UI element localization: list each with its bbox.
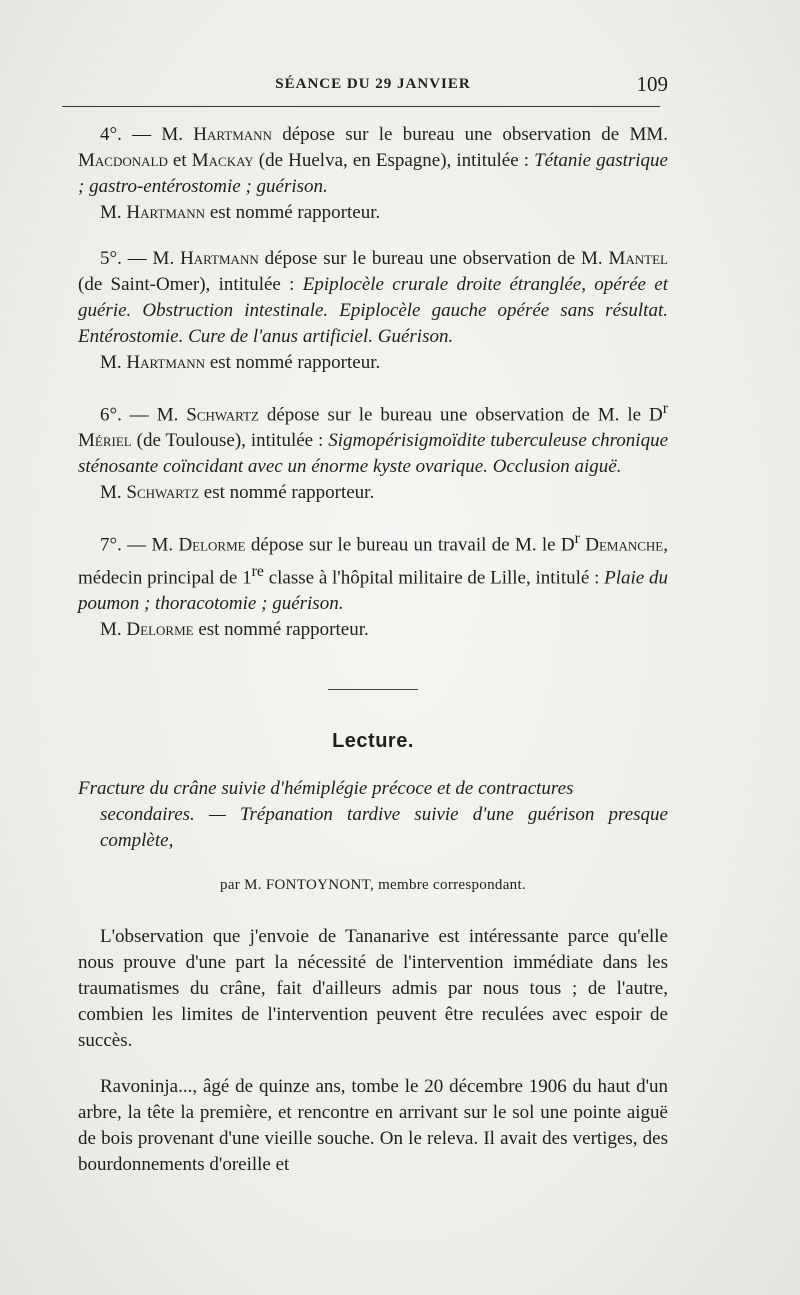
item-5-name1: Mantel <box>608 248 668 269</box>
header-rule <box>62 106 660 107</box>
item-6-sup: r <box>662 400 668 417</box>
item-7-author: Delorme <box>178 534 246 556</box>
item-6-author: Schwartz <box>186 404 259 426</box>
item-6-text2: (de Toulouse), intitulée : <box>131 430 329 452</box>
item-4-rap-name: Hartmann <box>126 202 206 223</box>
article-paragraph-2: Ravoninja..., âgé de quinze ans, tombe le 20 décembre 1906 du haut d'un arbre, la tête la première, et rencontre en arrivant sur le sol une pointe aiguë de bois provenant d'une vieille souche. On le releva. Il avait des vertiges, des bourdonnements d'oreille et <box>78 1075 668 1175</box>
item-4 <box>78 122 668 226</box>
item-4-text <box>78 122 668 200</box>
item-7-name1: Demanche <box>585 534 664 556</box>
item-7-text2a: , médecin principal de 1 <box>78 534 668 588</box>
item-6-rapporteur <box>78 480 668 506</box>
item-5-number: 5°. — M. <box>100 248 181 269</box>
item-6-text1: dépose sur le bureau une observation de M. le D <box>258 404 663 426</box>
item-4-rapporteur <box>78 200 668 226</box>
item-6-text <box>78 396 668 480</box>
page-number: 109 <box>636 72 668 96</box>
item-7-text <box>78 526 668 617</box>
item-7-rap-name: Delorme <box>126 618 194 640</box>
item-7-text2b: classe à l'hôpital militaire de Lille, intitulé : <box>263 566 605 588</box>
item-6 <box>78 396 668 506</box>
page-body <box>78 122 668 1178</box>
item-5-rapporteur <box>78 350 668 376</box>
item-7-title: Plaie du poumon ; thoracotomie ; guérison. <box>78 566 668 614</box>
article-byline: par M. FONTOYNONT, membre correspondant. <box>220 876 526 893</box>
item-5-title: Epiplocèle crurale droite étranglée, opérée et guérie. Obstruction intestinale. Epiplocèle gauche opérée sans résultat. Entérostomie. Cure de l'anus artificiel. Guérison. <box>78 274 668 347</box>
article-title-line1: Fracture du crâne suivie d'hémiplégie précoce et de contractures <box>78 777 574 799</box>
item-6-number: 6°. — M. <box>100 404 187 426</box>
running-header <box>78 72 668 100</box>
item-7-rap-pre: M. <box>100 618 127 640</box>
item-7-number: 7°. — M. <box>100 534 179 556</box>
item-4-rap-pre: M. <box>100 202 127 223</box>
item-7-text1: dépose sur le bureau un travail de M. le D <box>245 534 575 556</box>
item-7-rap-post: est nommé rapporteur. <box>193 618 369 640</box>
item-4-text2: (de Huelva, en Espagne), intitulée : <box>253 150 535 171</box>
item-6-rap-pre: M. <box>100 482 127 504</box>
item-6-rap-post: est nommé rapporteur. <box>199 482 375 504</box>
item-4-name1: Macdonald <box>78 150 168 171</box>
item-5-rap-pre: M. <box>100 352 127 373</box>
item-6-name1: Mériel <box>78 430 132 452</box>
item-5-rap-post: est nommé rapporteur. <box>205 352 381 373</box>
item-4-author: Hartmann <box>193 124 272 145</box>
section-divider <box>328 689 418 690</box>
item-6-rap-name: Schwartz <box>126 482 200 504</box>
item-5 <box>78 246 668 376</box>
item-7-sup: r <box>574 530 580 548</box>
item-5-text <box>78 246 668 350</box>
item-4-rap-post: est nommé rapporteur. <box>205 202 381 223</box>
article-title-cont: secondaires. — Trépanation tardive suivie d'une guérison presque complète, <box>100 803 668 851</box>
item-4-name2: Mackay <box>191 150 254 171</box>
item-5-author: Hartmann <box>180 248 259 269</box>
article-paragraph-1: L'observation que j'envoie de Tananarive est intéressante parce qu'elle nous prouve d'une part la nécessité de l'intervention immédiate dans les traumatismes du crâne, fait d'ailleurs admis par nous tous ; de l'autre, combien les limites de l'intervention peuvent être reculées avec espoir de succès. <box>78 925 668 1051</box>
section-heading: Lecture. <box>332 729 414 752</box>
item-7-sup2: re <box>251 562 264 580</box>
item-4-title: Tétanie gastrique ; gastro-entérostomie ; guérison. <box>78 150 668 197</box>
item-4-and: et <box>167 150 192 171</box>
item-7 <box>78 526 668 643</box>
item-6-title: Sigmopérisigmoïdite tuberculeuse chronique sténosante coïncidant avec un énorme kyste ovarique. Occlusion aiguë. <box>78 430 669 478</box>
item-4-text1: dépose sur le bureau une observation de MM. <box>271 124 668 145</box>
header-title: SÉANCE DU 29 JANVIER <box>275 76 471 92</box>
item-5-text1: dépose sur le bureau une observation de M. <box>258 248 609 269</box>
article-title <box>78 776 668 854</box>
item-7-rapporteur <box>78 617 668 643</box>
item-5-rap-name: Hartmann <box>126 352 206 373</box>
item-4-number: 4°. — M. <box>100 124 194 145</box>
item-5-text2: (de Saint-Omer), intitulée : <box>78 274 303 295</box>
